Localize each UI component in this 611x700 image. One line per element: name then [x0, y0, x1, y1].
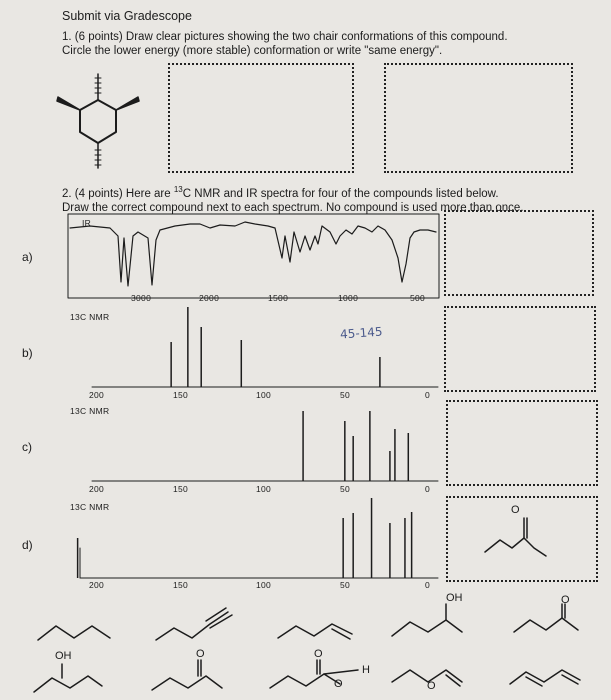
compound-alcohol	[392, 620, 462, 636]
nmr-c-tick-150: 150	[173, 484, 189, 494]
nmr-b-tick-200: 200	[89, 390, 105, 400]
ketone-structure-d	[485, 538, 546, 556]
header-text: Submit via Gradescope	[62, 9, 192, 23]
atom-o-5: O	[334, 678, 343, 690]
nmr-label-d: 13C NMR	[70, 502, 110, 512]
atom-o-6: O	[427, 680, 436, 692]
nmr-label-b: 13C NMR	[70, 312, 110, 322]
nmr-d-tick-0: 0	[425, 580, 431, 590]
atom-oh-2: OH	[55, 650, 72, 662]
compound-diene	[510, 670, 580, 684]
nmr-b-tick-0: 0	[425, 390, 431, 400]
nmr-c-tick-100: 100	[256, 484, 272, 494]
nmr-b-tick-150: 150	[173, 390, 189, 400]
ir-label: IR	[82, 218, 92, 228]
compound-ketone	[514, 618, 578, 632]
nmr-d-tick-100: 100	[256, 580, 272, 590]
ir-tick-1500: 1500	[268, 293, 289, 303]
question-2-superscript: 13	[173, 185, 183, 194]
atom-h-1: H	[362, 664, 370, 676]
nmr-d-tick-200: 200	[89, 580, 105, 590]
row-label-c: c)	[22, 440, 32, 454]
question-2-text-b: C NMR and IR spectra for four of the compounds listed below.	[182, 187, 499, 200]
nmr-b-tick-50: 50	[340, 390, 351, 400]
atom-oh-1: OH	[446, 592, 463, 604]
atom-o-3: O	[196, 648, 205, 660]
ir-frame	[68, 214, 439, 298]
ir-spectrum-trace	[70, 222, 436, 286]
compound-acid	[270, 674, 340, 688]
question-2-line-2: Draw the correct compound next to each spectrum. No compound is used more than once.	[62, 201, 524, 214]
nmr-d-tick-150: 150	[173, 580, 189, 590]
atom-o-4: O	[314, 648, 323, 660]
atom-o-1: O	[561, 594, 570, 606]
row-label-d: d)	[22, 538, 33, 552]
row-label-b: b)	[22, 346, 33, 360]
compound-pentane	[38, 626, 110, 640]
ir-tick-3000: 3000	[131, 293, 152, 303]
compound-pentene	[278, 624, 352, 638]
question-2-text-a: 2. (4 points) Here are	[62, 187, 174, 200]
compound-terminal-alkyne	[156, 612, 228, 640]
nmr-label-c: 13C NMR	[70, 406, 110, 416]
ir-tick-500: 500	[410, 293, 426, 303]
nmr-c-tick-200: 200	[89, 484, 105, 494]
question-1-line-1: 1. (6 points) Draw clear pictures showing the two chair conformations of this compound.	[62, 31, 508, 43]
handwritten-note: 45-145	[339, 324, 383, 342]
compound-ketone-2	[152, 676, 222, 690]
ir-tick-2000: 2000	[199, 293, 220, 303]
compound-alcohol-2	[34, 676, 102, 692]
row-label-a: a)	[22, 250, 33, 264]
nmr-d-tick-50: 50	[340, 580, 351, 590]
nmr-b-tick-100: 100	[256, 390, 272, 400]
nmr-c-tick-0: 0	[425, 484, 431, 494]
nmr-c-tick-50: 50	[340, 484, 351, 494]
atom-o-2: O	[511, 504, 520, 516]
ir-tick-1000: 1000	[338, 293, 359, 303]
question-1-line-2: Circle the lower energy (more stable) conformation or write "same energy".	[62, 45, 443, 57]
